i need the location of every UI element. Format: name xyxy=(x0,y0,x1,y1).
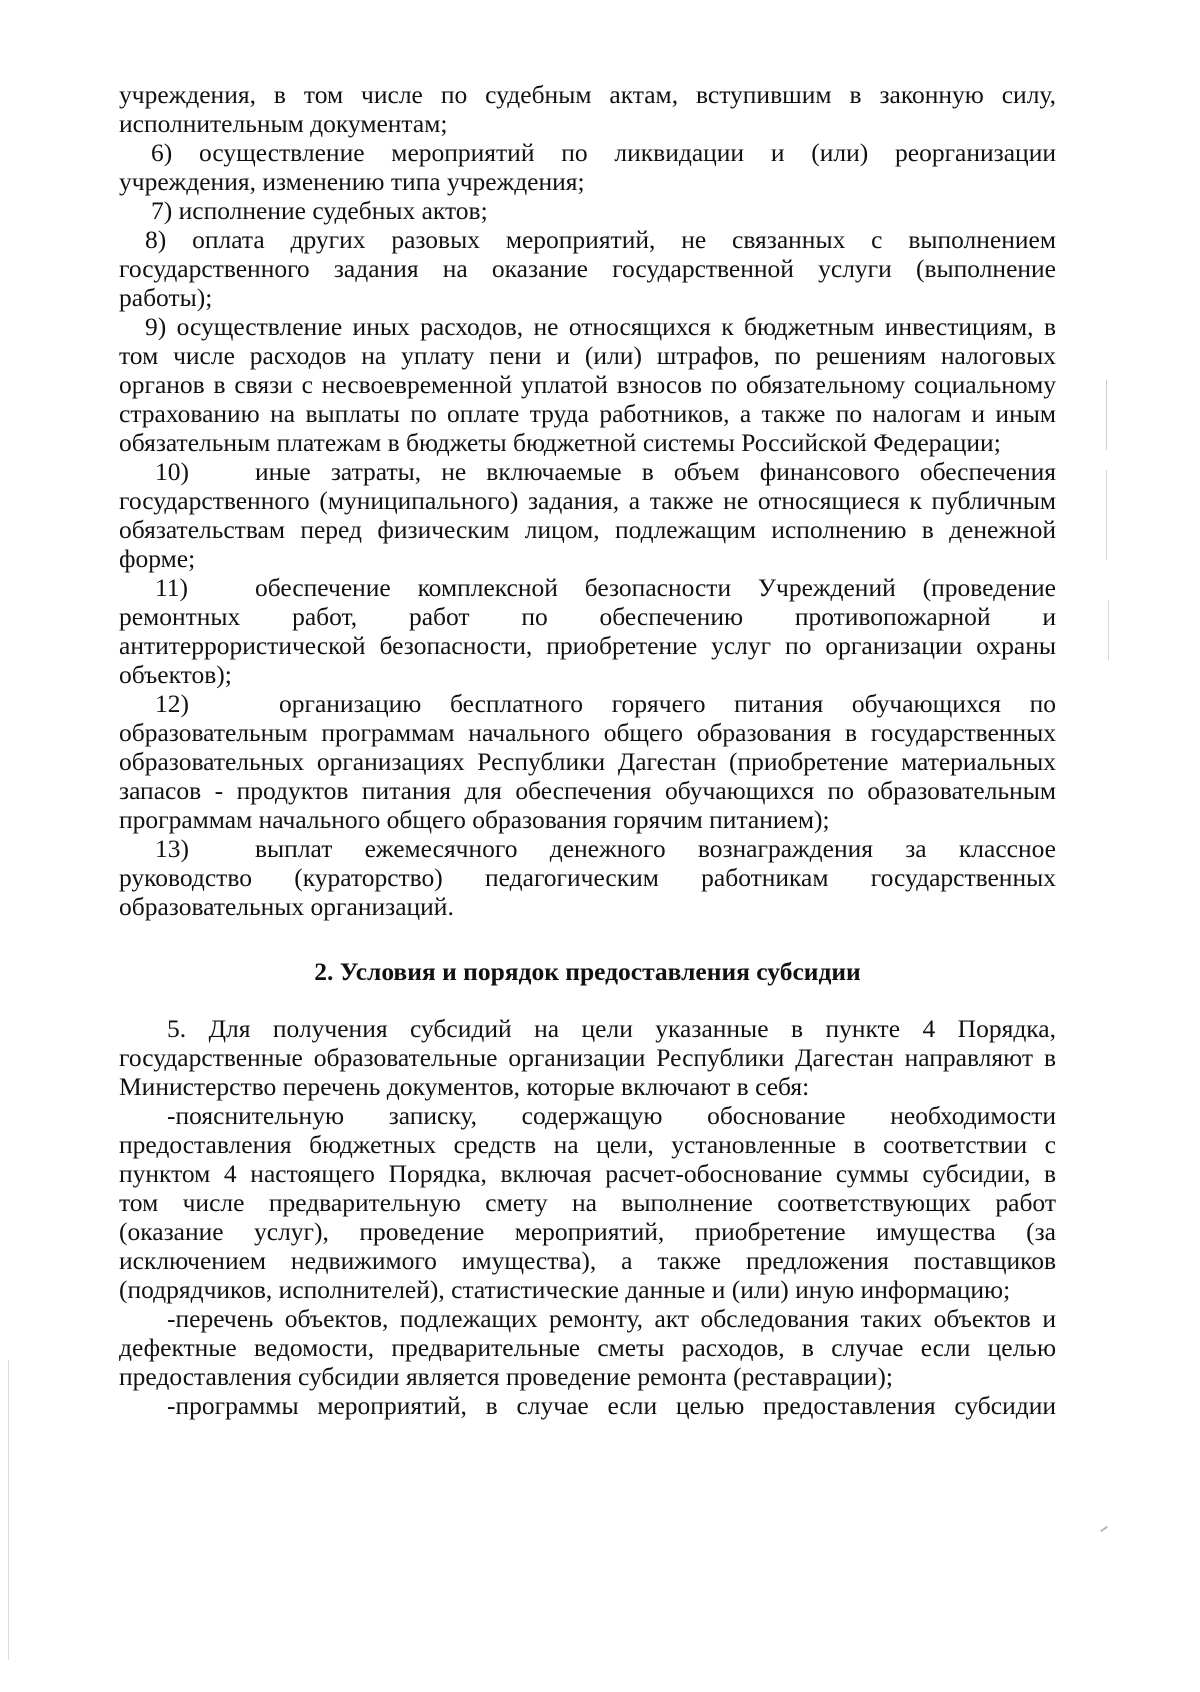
text-line: учреждения, в том числе по судебным актам, вступившим в законную силу, xyxy=(119,80,1056,109)
list-item-text: иные затраты, не включаемые в объем финансового обеспечения xyxy=(255,457,1056,486)
list-item-text: выплат ежемесячного денежного вознаграждения за классное xyxy=(255,834,1056,863)
section-heading: 2. Условия и порядок предоставления субсидии xyxy=(314,957,861,986)
document-page xyxy=(119,80,1056,1420)
text-line: обязательным платежам в бюджеты бюджетной системы Российской Федерации; xyxy=(119,428,1001,457)
text-line: образовательных организаций. xyxy=(119,892,454,921)
scan-edge-mark xyxy=(1108,600,1109,660)
bullet-item: -перечень объектов, подлежащих ремонту, акт обследования таких объектов и xyxy=(167,1304,1056,1333)
text-line: (оказание услуг), проведение мероприятий, приобретение имущества (за xyxy=(119,1217,1056,1246)
text-line: форме; xyxy=(119,544,196,573)
list-number: 13) xyxy=(155,834,189,863)
list-item-10 xyxy=(119,457,1056,486)
text-line: дефектные ведомости, предварительные сметы расходов, в случае если целью xyxy=(119,1333,1056,1362)
text-line: государственного (муниципального) задания, а также не относящиеся к публичным xyxy=(119,486,1056,515)
text-line: антитеррористической безопасности, приобретение услуг по организации охраны xyxy=(119,631,1056,660)
text-line: программам начального общего образования горячим питанием); xyxy=(119,805,830,834)
text-line: (подрядчиков, исполнителей), статистические данные и (или) иную информацию; xyxy=(119,1275,1011,1304)
bullet-item: -программы мероприятий, в случае если целью предоставления субсидии xyxy=(167,1391,1056,1420)
text-line: работы); xyxy=(119,283,213,312)
text-line: исполнительным документам; xyxy=(119,109,448,138)
list-item-6: 6) осуществление мероприятий по ликвидации и (или) реорганизации xyxy=(151,138,1056,167)
list-item-8: 8) оплата других разовых мероприятий, не связанных с выполнением xyxy=(145,225,1056,254)
text-line: государственного задания на оказание государственной услуги (выполнение xyxy=(119,254,1056,283)
list-item-12 xyxy=(119,689,1056,718)
paragraph-5: 5. Для получения субсидий на цели указанные в пункте 4 Порядка, xyxy=(167,1014,1056,1043)
list-item-text: обеспечение комплексной безопасности Учреждений (проведение xyxy=(255,573,1056,602)
list-item-9: 9) осуществление иных расходов, не относящихся к бюджетным инвестициям, в xyxy=(145,312,1056,341)
text-line: обязательствам перед физическим лицом, подлежащим исполнению в денежной xyxy=(119,515,1056,544)
bullet-item: -пояснительную записку, содержащую обоснование необходимости xyxy=(167,1101,1056,1130)
text-line: образовательным программам начального общего образования в государственных xyxy=(119,718,1056,747)
text-line: предоставления субсидии является проведение ремонта (реставрации); xyxy=(119,1362,893,1391)
scan-edge-mark xyxy=(1106,380,1107,450)
text-line: объектов); xyxy=(119,660,232,689)
text-line: том числе предварительную смету на выполнение соответствующих работ xyxy=(119,1188,1056,1217)
scan-edge-mark xyxy=(8,1360,9,1660)
list-item-text: организацию бесплатного горячего питания обучающихся по xyxy=(279,689,1056,718)
list-number: 11) xyxy=(155,573,189,602)
text-line: запасов - продуктов питания для обеспечения обучающихся по образовательным xyxy=(119,776,1056,805)
text-line: Министерство перечень документов, которые включают в себя: xyxy=(119,1072,810,1101)
text-line: государственные образовательные организации Республики Дагестан направляют в xyxy=(119,1043,1056,1072)
list-item-13 xyxy=(119,834,1056,863)
text-line: образовательных организациях Республики Дагестан (приобретение материальных xyxy=(119,747,1056,776)
text-line: предоставления бюджетных средств на цели, установленные в соответствии с xyxy=(119,1130,1056,1159)
text-line: исключением недвижимого имущества), а также предложения поставщиков xyxy=(119,1246,1056,1275)
list-item-7: 7) исполнение судебных актов; xyxy=(151,196,488,225)
text-line: том числе расходов на уплату пени и (или) штрафов, по решениям налоговых xyxy=(119,341,1056,370)
list-number: 10) xyxy=(155,457,189,486)
scan-edge-mark xyxy=(1100,1526,1108,1532)
scan-edge-mark xyxy=(1106,470,1107,560)
text-line: органов в связи с несвоевременной уплатой взносов по обязательному социальному xyxy=(119,370,1056,399)
list-item-11 xyxy=(119,573,1056,602)
text-line: пунктом 4 настоящего Порядка, включая расчет-обоснование суммы субсидии, в xyxy=(119,1159,1056,1188)
text-line: учреждения, изменению типа учреждения; xyxy=(119,167,585,196)
text-line: руководство (кураторство) педагогическим работникам государственных xyxy=(119,863,1056,892)
text-line: страхованию на выплаты по оплате труда работников, а также по налогам и иным xyxy=(119,399,1056,428)
text-line: ремонтных работ, работ по обеспечению противопожарной и xyxy=(119,602,1056,631)
list-number: 12) xyxy=(155,689,189,718)
